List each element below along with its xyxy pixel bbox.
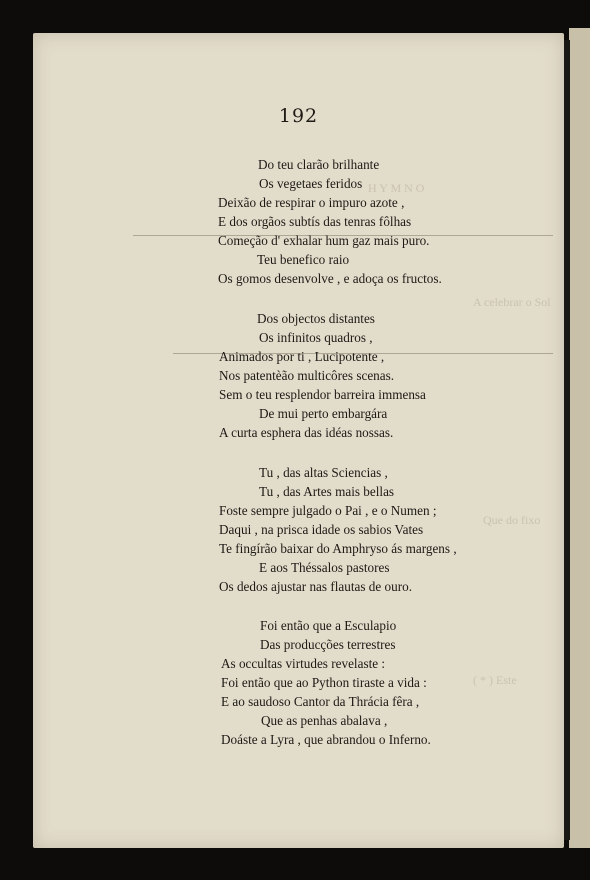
- bleed-through: Que do fixo: [483, 513, 541, 527]
- adjacent-page-edge: [569, 28, 590, 848]
- verse-line: Começão d' exhalar hum gaz mais puro.: [218, 233, 430, 248]
- page-gutter: [564, 40, 570, 840]
- verse-line: Os gomos desenvolve , e adoça os fructos.: [218, 271, 442, 286]
- verse-line: Os vegetaes feridos: [259, 176, 363, 191]
- verse-line: Foi então que a Esculapio: [260, 618, 397, 633]
- verse-line: As occultas virtudes revelaste :: [221, 656, 386, 671]
- verse-line: Tu , das altas Sciencias ,: [259, 465, 388, 480]
- verse-line: Tu , das Artes mais bellas: [259, 484, 395, 499]
- verse-line: E aos Théssalos pastores: [259, 560, 390, 575]
- verse-line: Nos patentèão multicôres scenas.: [219, 368, 395, 383]
- verse-line: Teu benefico raio: [257, 252, 350, 267]
- verse-line: Das producções terrestres: [260, 637, 396, 652]
- book-page: [33, 33, 564, 848]
- verse-line: Te fingírão baixar do Amphryso ás margens ,: [219, 541, 457, 556]
- verse-line: Os infinitos quadros ,: [259, 330, 373, 345]
- verse-line: Dos objectos distantes: [257, 311, 375, 326]
- verse-line: Os dedos ajustar nas flautas de ouro.: [219, 579, 413, 594]
- bleed-through: A celebrar o Sol: [473, 295, 551, 309]
- verse-line: Deixão de respirar o impuro azote ,: [218, 195, 405, 210]
- bleed-through: H Y M N O: [368, 181, 425, 195]
- verse-line: Animados por ti , Lucipotente ,: [219, 349, 385, 364]
- verse-line: E ao saudoso Cantor da Thrácia fêra ,: [221, 694, 420, 709]
- verse-line: Daqui , na prisca idade os sabios Vates: [219, 522, 424, 537]
- bleed-through: ( * ) Este: [473, 673, 517, 687]
- verse-line: A curta esphera das idéas nossas.: [219, 425, 394, 440]
- verse-line: Do teu clarão brilhante: [258, 157, 380, 172]
- verse-line: Foi então que ao Python tiraste a vida :: [221, 675, 427, 690]
- verse-line: Sem o teu resplendor barreira immensa: [219, 387, 426, 402]
- verse-line: Foste sempre julgado o Pai , e o Numen ;: [219, 503, 437, 518]
- verse-line: De mui perto embargára: [259, 406, 388, 421]
- verse-line: Que as penhas abalava ,: [261, 713, 388, 728]
- verse-line: Doáste a Lyra , que abrandou o Inferno.: [221, 732, 431, 747]
- verse-line: E dos orgãos subtís das tenras fôlhas: [218, 214, 412, 229]
- page-number: 192: [278, 105, 319, 127]
